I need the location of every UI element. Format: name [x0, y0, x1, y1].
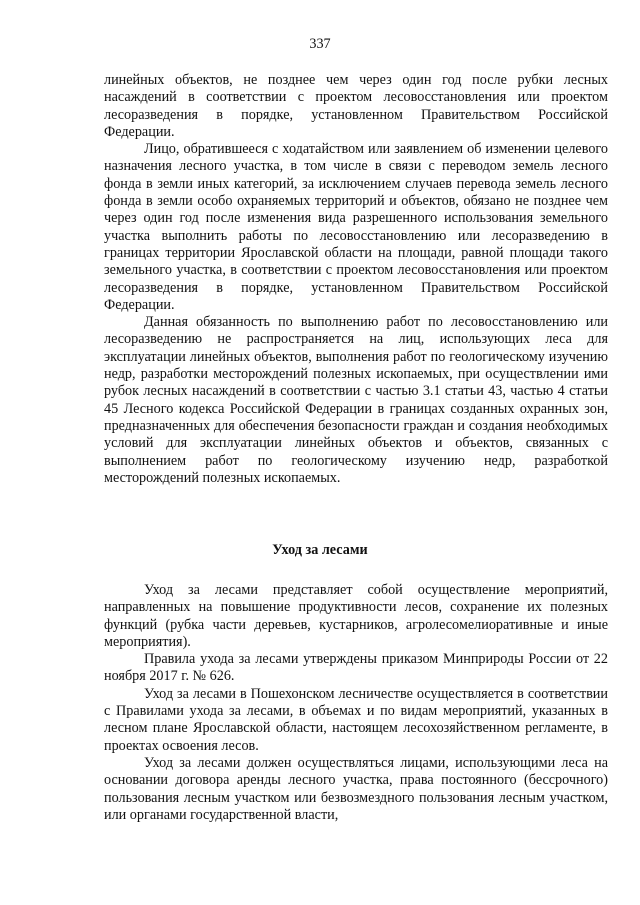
- text-block-forest-care: [104, 582, 608, 824]
- paragraph: Уход за лесами в Пошехонском лесничестве осуществляется в соответствии с Правилами ухода за лесами, в объемах и по видам мероприятий, указанных в лесном плане Ярославской области, настоящем лесохозяйственном регламенте, в проектах освоения лесов.: [104, 685, 608, 754]
- paragraph: Уход за лесами должен осуществляться лицами, использующими леса на основании договора аренды лесного участка, права постоянного (бессрочного) пользования лесным участком или безвозмездного пользования лесным участком, или органами государственной власти,: [104, 754, 608, 823]
- paragraph: линейных объектов, не позднее чем через один год после рубки лесных насаждений в соответствии с проектом лесовосстановления или проектом лесоразведения в порядке, установленном Правительством Российской Федерации.: [104, 72, 608, 140]
- section-heading: Уход за лесами: [272, 542, 368, 558]
- paragraph: Уход за лесами представляет собой осуществление мероприятий, направленных на повышение продуктивности лесов, сохранение их полезных функций (рубка части деревьев, кустарников, агролесомелиоративные и иные мероприятия).: [104, 582, 608, 650]
- paragraph: Правила ухода за лесами утверждены приказом Минприроды России от 22 ноября 2017 г. № 626.: [104, 651, 608, 685]
- text-block-forest-restoration: [104, 72, 608, 487]
- page-number: 337: [309, 36, 331, 52]
- paragraph: Лицо, обратившееся с ходатайством или заявлением об изменении целевого назначения лесного участка, в том числе в связи с переводом земель лесного фонда в земли иных категорий, за исключением случаев перевода земель лесного фонда в земли особо охраняемых территорий и объектов, обязано не позднее чем через один год после изменения вида разрешенного использования земельного участка выполнить работы по лесовосстановлению или лесоразведению в границах территории Ярославской области на площади, равной площади такого земельного участка, в соответствии с проектом лесовосстановления или проектом лесоразведения в порядке, установленном Правительством Российской Федерации.: [104, 141, 608, 313]
- paragraph: Данная обязанность по выполнению работ по лесовосстановлению или лесоразведению не распространяется на лиц, использующих леса для эксплуатации линейных объектов, выполнения работ по геологическому изучению недр, разработки месторождений полезных ископаемых, при осуществлении ими рубок лесных насаждений в соответствии с частью 3.1 статьи 43, частью 4 статьи 45 Лесного кодекса Российской Федерации в границах созданных охранных зон, предназначенных для обеспечения безопасности граждан и создания необходимых условий для эксплуатации линейных объектов и объектов, связанных с выполнением работ по геологическому изучению недр, разработкой месторождений полезных ископаемых.: [104, 314, 608, 486]
